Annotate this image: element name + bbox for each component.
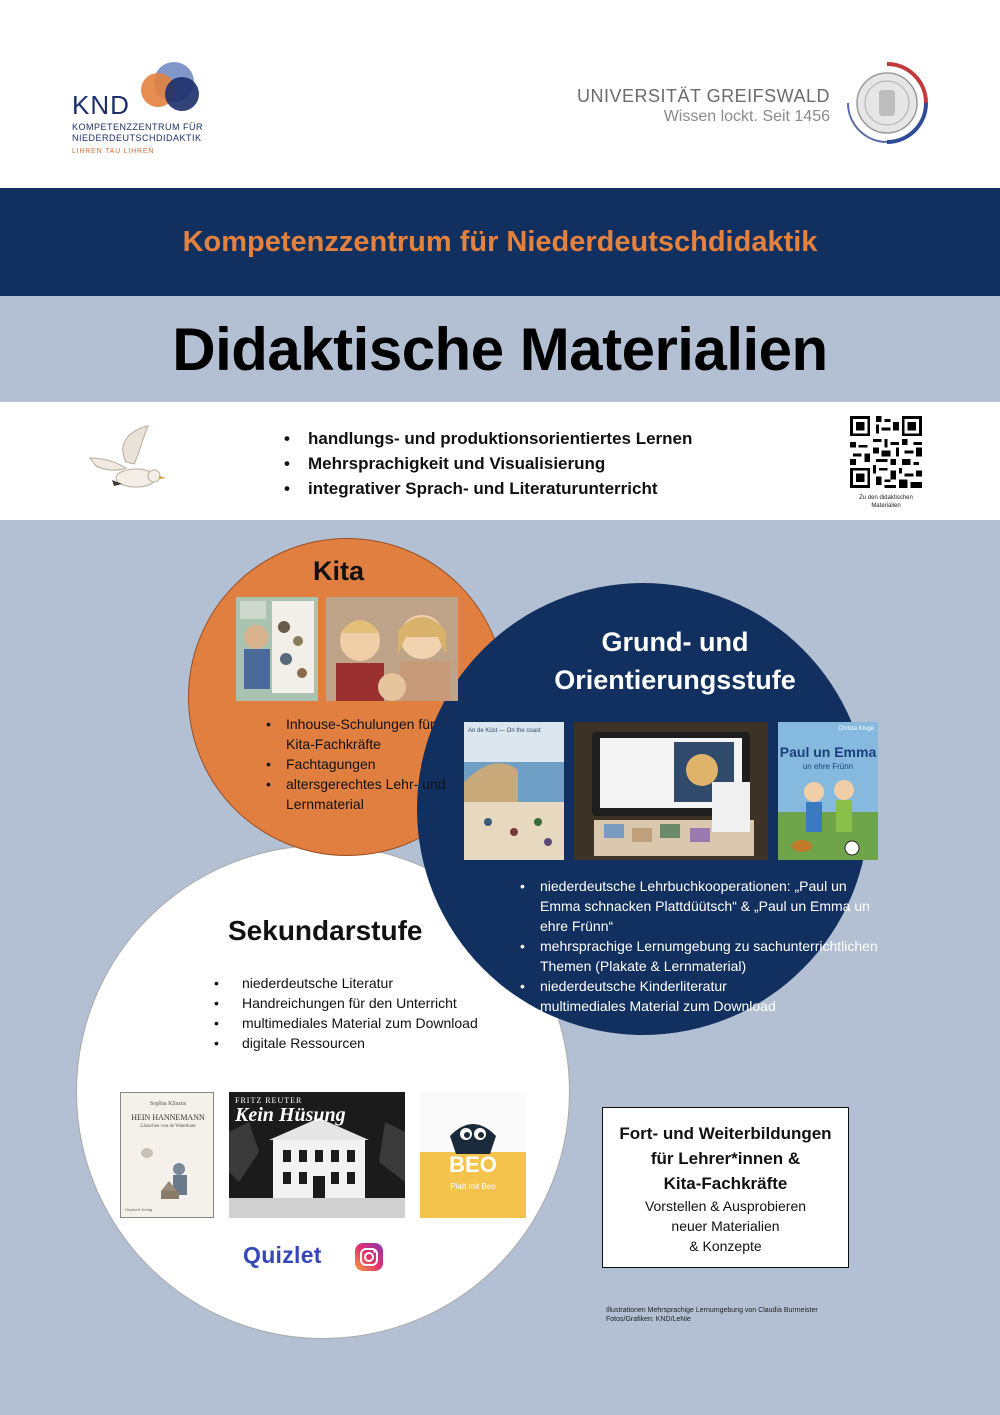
- fortbildung-title-line1: Fort- und Weiterbildungen: [619, 1124, 832, 1143]
- key-principles-list: [284, 426, 692, 501]
- grundstufe-list: [520, 876, 880, 1016]
- hein-hannemann-cover: [120, 1092, 214, 1218]
- kita-list-item: • Fachtagungen: [266, 754, 466, 774]
- qr-caption: [836, 494, 936, 510]
- grundstufe-coast-poster: [464, 722, 564, 860]
- credits-line1: Illustrationen Mehrsprachige Lernumgebung von Claudia Burmeister: [606, 1307, 818, 1314]
- kita-list-item: • Inhouse-Schulungen für Kita-Fachkräfte: [266, 714, 466, 754]
- university-motto: Wissen lockt. Seit 1456: [663, 108, 830, 125]
- grundstufe-tablet-photo: [574, 722, 768, 860]
- hein-cover-publisher: Hinstorff Verlag: [125, 1207, 153, 1212]
- fortbildung-text-line1: Vorstellen & Ausprobieren: [644, 1198, 807, 1214]
- kita-photo-poster: [236, 597, 318, 701]
- paul-cover-author: Christa Kluge: [837, 726, 874, 732]
- grundstufe-title-line2: Orientierungsstufe: [554, 665, 796, 695]
- knd-circles-icon: [136, 60, 206, 120]
- university-name: UNIVERSITÄT GREIFSWALD: [576, 86, 830, 106]
- university-logo: [576, 60, 930, 160]
- sekundarstufe-list: [214, 973, 504, 1053]
- kein-cover-author: FRITZ REUTER: [235, 1096, 303, 1105]
- beo-cover-title: BEO: [449, 1152, 497, 1177]
- qr-code-icon[interactable]: [850, 416, 922, 488]
- kita-list-item: • altersgerechtes Lehr- und Lernmaterial: [266, 774, 466, 814]
- sekundarstufe-list-item: • niederdeutsche Literatur: [214, 973, 504, 993]
- kita-photo-children: [326, 597, 458, 701]
- knd-name: [72, 122, 203, 144]
- hein-cover-title: HEIN HANNEMANN: [131, 1113, 205, 1122]
- sekundarstufe-list-item: • digitale Ressourcen: [214, 1033, 504, 1053]
- grundstufe-list-item: • multimediales Material zum Download: [520, 996, 880, 1016]
- fortbildung-text-line2: neuer Materialien: [671, 1218, 780, 1234]
- grundstufe-list-item: • niederdeutsche Lehrbuchkooperationen: „Paul un Emma schnacken Plattdüütsch“ & „Paul un Emma un ehre Frünn“: [520, 876, 880, 936]
- grundstufe-list-item: • mehrsprachige Lernumgebung zu sachunterrichtlichen Themen (Plakate & Lernmaterial): [520, 936, 880, 976]
- page-title: Didaktische Materialien: [172, 315, 828, 383]
- quizlet-logo[interactable]: Quizlet: [243, 1242, 322, 1268]
- beo-cover: [420, 1092, 526, 1218]
- kita-list: [266, 714, 466, 814]
- fortbildung-text-line3: & Konzepte: [689, 1238, 762, 1254]
- qr-caption-line2: Materialien: [871, 503, 901, 509]
- fortbildung-title-line2: für Lehrer*innen &: [650, 1149, 801, 1168]
- subtitle-band: [0, 188, 1000, 296]
- credits-line2: Fotos/Grafiken: KND/LeNie: [606, 1316, 691, 1323]
- knd-abbr: KND: [72, 90, 130, 120]
- knd-motto: LIHREN TAU LIHREN: [72, 148, 155, 155]
- knd-name-line2: NIEDERDEUTSCHDIDAKTIK: [72, 133, 202, 143]
- fortbildung-title-line3: Kita-Fachkräfte: [663, 1174, 788, 1193]
- paul-un-emma-cover: [778, 722, 878, 860]
- principle-item: • handlungs- und produktionsorientiertes Lernen: [284, 426, 692, 451]
- kein-huesung-cover: [229, 1092, 405, 1218]
- seagull-icon: [86, 422, 170, 494]
- instagram-icon[interactable]: [354, 1242, 384, 1272]
- beo-cover-subtitle: Platt mit Beo: [450, 1182, 496, 1191]
- grundstufe-title-line1: Grund- und: [601, 627, 749, 657]
- title-band: [0, 296, 1000, 402]
- knd-name-line1: KOMPETENZZENTRUM FÜR: [72, 122, 203, 132]
- grundstufe-title: [540, 623, 810, 699]
- university-seal-icon: [844, 60, 930, 146]
- paul-cover-title: Paul un Emma: [779, 744, 877, 760]
- header: [0, 0, 1000, 188]
- kein-cover-title: Kein Hüsung: [235, 1104, 346, 1126]
- grundstufe-list-item: • niederdeutsche Kinderliteratur: [520, 976, 880, 996]
- paul-cover-subtitle: un ehre Frünn: [802, 762, 854, 771]
- principle-item: • Mehrsprachigkeit und Visualisierung: [284, 451, 692, 476]
- kita-title: Kita: [313, 556, 365, 586]
- hein-cover-author: Sophia Kliszus: [149, 1101, 187, 1107]
- fortbildung-box: [602, 1107, 849, 1268]
- coast-poster-title: An de Küst — On the coast: [468, 728, 541, 734]
- hein-cover-subtitle: Läuschen von de Waterkant: [140, 1124, 196, 1129]
- organisation-title: Kompetenzzentrum für Niederdeutschdidaktik: [182, 225, 818, 258]
- qr-caption-line1: Zu den didaktischen: [859, 495, 913, 501]
- knd-logo: [72, 56, 292, 166]
- sekundarstufe-title: Sekundarstufe: [228, 915, 423, 946]
- image-credits: [606, 1306, 818, 1324]
- principle-item: • integrativer Sprach- und Literaturunterricht: [284, 476, 692, 501]
- sekundarstufe-list-item: • Handreichungen für den Unterricht: [214, 993, 504, 1013]
- sekundarstufe-list-item: • multimediales Material zum Download: [214, 1013, 504, 1033]
